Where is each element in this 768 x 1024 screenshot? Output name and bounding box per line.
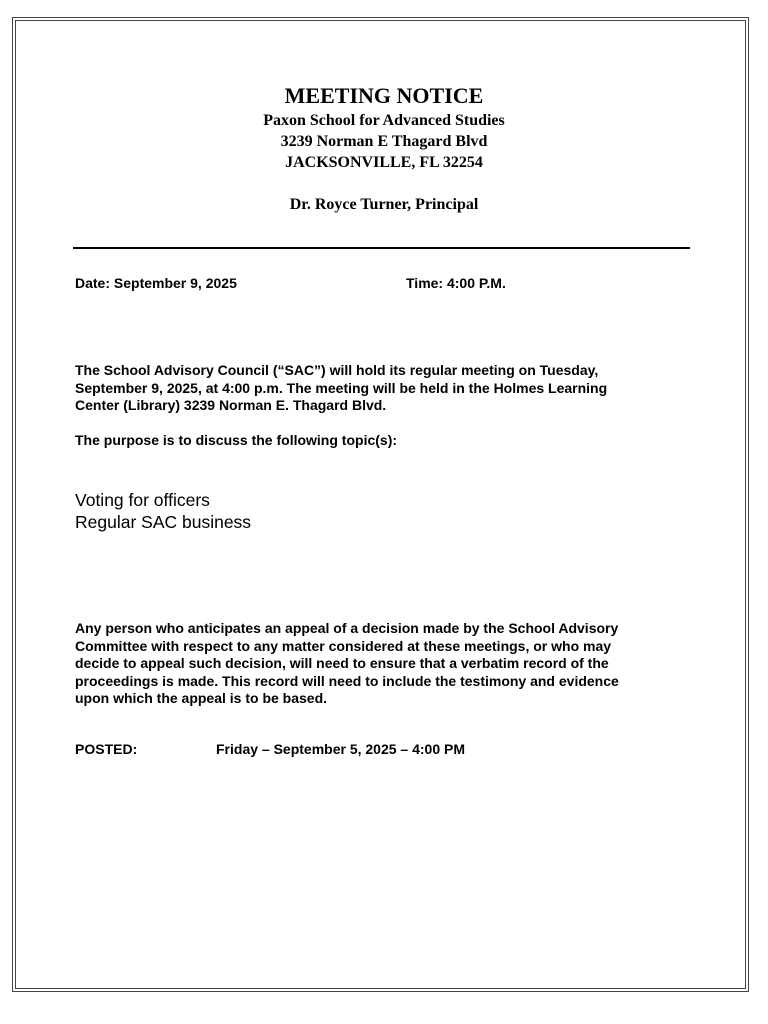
appeal-line: upon which the appeal is to be based. [75, 690, 328, 706]
topic-item: Regular SAC business [75, 512, 252, 532]
school-city: JACKSONVILLE, FL 32254 [285, 154, 483, 171]
header-divider [73, 247, 690, 249]
notice-header [0, 82, 768, 215]
school-name: Paxon School for Advanced Studies [263, 112, 505, 129]
appeal-line: decide to appeal such decision, will need to ensure that a verbatim record of the [75, 655, 609, 671]
intro-line: Center (Library) 3239 Norman E. Thagard Blvd. [75, 397, 387, 413]
topic-item: Voting for officers [75, 490, 210, 510]
appeal-paragraph [75, 620, 715, 708]
intro-line: The School Advisory Council (“SAC”) will hold its regular meeting on Tuesday, [75, 362, 599, 378]
principal-name: Dr. Royce Turner, Principal [289, 196, 479, 213]
posted-datetime: Friday – September 5, 2025 – 4:00 PM [216, 741, 466, 757]
meeting-time: Time: 4:00 P.M. [406, 275, 506, 291]
meeting-date: Date: September 9, 2025 [75, 275, 237, 291]
notice-title: MEETING NOTICE [284, 83, 484, 108]
intro-line: September 9, 2025, at 4:00 p.m. The meeting will be held in the Holmes Learning [75, 379, 608, 396]
appeal-line: Any person who anticipates an appeal of a decision made by the School Advisory [75, 620, 619, 636]
intro-paragraph [75, 362, 705, 415]
topic-list [75, 489, 251, 533]
posted-label: POSTED: [75, 741, 138, 757]
purpose-text: The purpose is to discuss the following topic(s): [75, 432, 398, 448]
appeal-line: proceedings is made. This record will need to include the testimony and evidence [75, 672, 619, 689]
appeal-line: Committee with respect to any matter considered at these meetings, or who may [75, 637, 612, 654]
school-street: 3239 Norman E Thagard Blvd [280, 133, 488, 150]
